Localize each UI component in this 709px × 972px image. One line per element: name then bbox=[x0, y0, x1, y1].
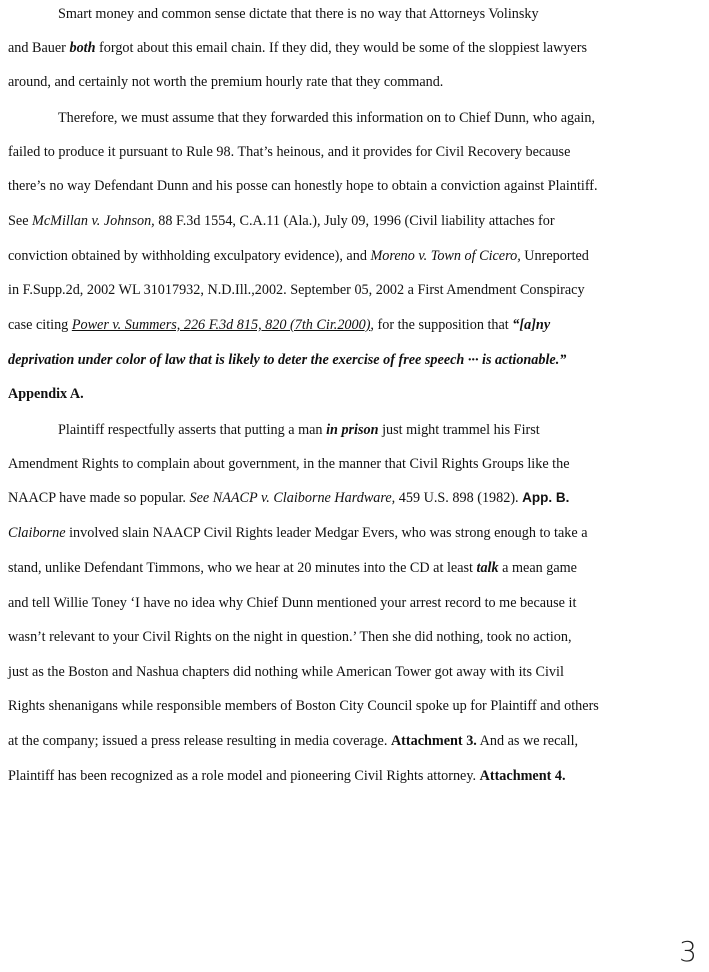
text-line bbox=[8, 211, 679, 231]
quote-text: deprivation under color of law that is likely to deter the exercise of free speech ··· is actionable.” bbox=[8, 352, 567, 368]
text-line bbox=[8, 593, 679, 613]
case-citation: See NAACP v. Claiborne Hardware, bbox=[189, 490, 396, 506]
text-run: Plaintiff has been recognized as a role model and pioneering Civil Rights attorney. bbox=[8, 768, 480, 784]
text-run: And as we recall, bbox=[476, 733, 579, 749]
citation-link[interactable]: Power v. Summers, 226 F.3d 815, 820 (7th Cir.2000) bbox=[71, 317, 371, 333]
text-run: just might trammel his First bbox=[378, 422, 540, 438]
text-line bbox=[8, 315, 679, 335]
case-citation: Claiborne bbox=[8, 525, 66, 541]
emphasis-text: in prison bbox=[326, 422, 379, 438]
text-run: conviction obtained by withholding exculpatory evidence), and bbox=[8, 248, 371, 264]
text-line bbox=[8, 454, 679, 474]
text-line bbox=[8, 662, 679, 682]
text-line bbox=[8, 142, 679, 162]
text-run: and Bauer bbox=[8, 40, 70, 56]
text-run: forgot about this email chain. If they did, they would be some of the sloppiest lawyers bbox=[95, 40, 587, 56]
attachment-reference: Attachment 4. bbox=[479, 768, 566, 784]
text-line bbox=[8, 280, 679, 300]
emphasis-text: talk bbox=[476, 560, 499, 576]
text-run: Plaintiff respectfully asserts that putting a man bbox=[58, 422, 327, 438]
text-run: Smart money and common sense dictate that there is no way that Attorneys Volinsky bbox=[58, 6, 539, 22]
text-line bbox=[8, 488, 679, 508]
text-run: case citing bbox=[8, 317, 72, 333]
text-run: around, and certainly not worth the premium hourly rate that they command. bbox=[8, 74, 444, 90]
appendix-reference: App. B. bbox=[522, 490, 570, 505]
text-run: 459 U.S. 898 (1982). bbox=[395, 490, 523, 506]
case-citation: McMillan v. Johnson, bbox=[32, 213, 155, 229]
text-run: and tell Willie Toney ‘I have no idea why Chief Dunn mentioned your arrest record to me because it bbox=[8, 595, 577, 611]
text-line bbox=[8, 350, 679, 370]
text-line bbox=[8, 38, 679, 58]
text-run: NAACP have made so popular. bbox=[8, 490, 190, 506]
text-run: Therefore, we must assume that they forwarded this information on to Chief Dunn, who again, bbox=[58, 110, 596, 126]
text-run: involved slain NAACP Civil Rights leader Medgar Evers, who was strong enough to take a bbox=[65, 525, 588, 541]
text-run: wasn’t relevant to your Civil Rights on the night in question.’ Then she did nothing, took no action, bbox=[8, 629, 572, 645]
text-line bbox=[8, 731, 679, 751]
text-run: Rights shenanigans while responsible members of Boston City Council spoke up for Plaintiff and others bbox=[8, 698, 599, 714]
attachment-reference: Attachment 3. bbox=[390, 733, 477, 749]
text-run: Unreported bbox=[520, 248, 589, 264]
appendix-reference: Appendix A. bbox=[8, 386, 84, 402]
text-run: stand, unlike Defendant Timmons, who we hear at 20 minutes into the CD at least bbox=[8, 560, 477, 576]
text-line bbox=[8, 176, 679, 196]
text-run: Amendment Rights to complain about government, in the manner that Civil Rights Groups like the bbox=[8, 456, 570, 472]
text-run: See bbox=[8, 213, 33, 229]
emphasis-text: both bbox=[69, 40, 96, 56]
text-line bbox=[8, 72, 679, 92]
text-run: in F.Supp.2d, 2002 WL 31017932, N.D.Ill.,2002. September 05, 2002 a First Amendment Conspiracy bbox=[8, 282, 585, 298]
text-line bbox=[58, 108, 679, 128]
text-line bbox=[8, 246, 679, 266]
text-run: at the company; issued a press release resulting in media coverage. bbox=[8, 733, 391, 749]
quote-text: “[a]ny bbox=[512, 317, 551, 333]
text-line bbox=[8, 558, 679, 578]
text-run: , for the supposition that bbox=[370, 317, 513, 333]
case-citation: Moreno v. Town of Cicero, bbox=[370, 248, 521, 264]
text-run: a mean game bbox=[498, 560, 577, 576]
text-run: 88 F.3d 1554, C.A.11 (Ala.), July 09, 1996 (Civil liability attaches for bbox=[154, 213, 555, 229]
text-line bbox=[8, 627, 679, 647]
text-line bbox=[8, 384, 679, 404]
text-line bbox=[58, 4, 679, 24]
text-line bbox=[58, 420, 679, 440]
text-line bbox=[8, 523, 679, 543]
text-run: failed to produce it pursuant to Rule 98. That’s heinous, and it provides for Civil Recovery because bbox=[8, 144, 571, 160]
text-run: there’s no way Defendant Dunn and his posse can honestly hope to obtain a conviction against Plaintiff. bbox=[8, 178, 598, 194]
text-run: just as the Boston and Nashua chapters did nothing while American Tower got away with its Civil bbox=[8, 664, 564, 680]
text-line bbox=[8, 766, 679, 786]
page-number: 3 bbox=[679, 935, 697, 968]
text-line bbox=[8, 696, 679, 716]
